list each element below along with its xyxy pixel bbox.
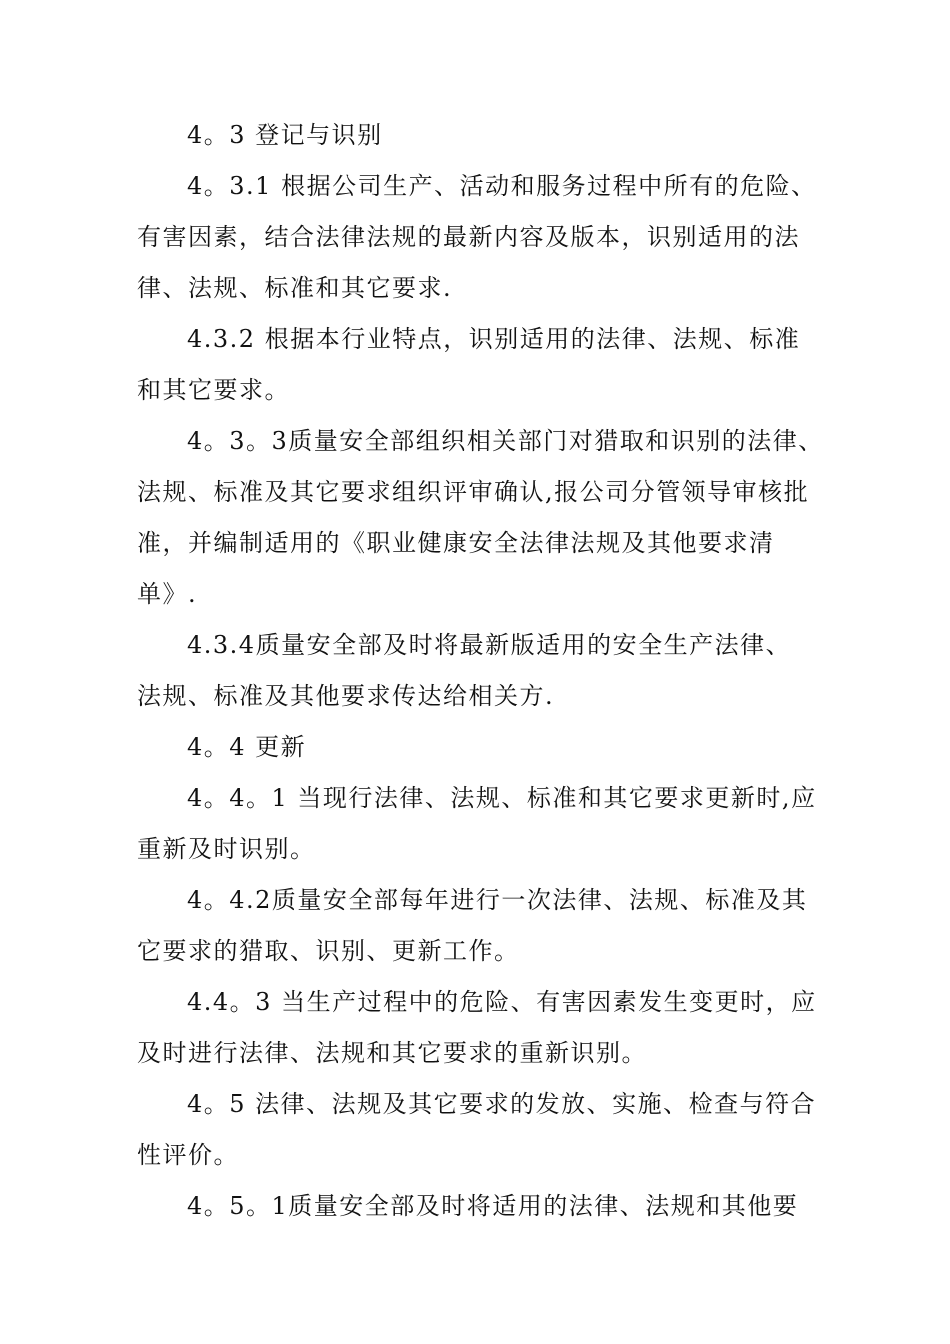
paragraph-line: 有害因素，结合法律法规的最新内容及版本，识别适用的法: [137, 223, 800, 251]
paragraph-line: 法规、标准及其它要求组织评审确认,报公司分管领导审核批: [137, 478, 810, 506]
section-heading-4-4: 4。4 更新: [187, 733, 307, 761]
document-body: [137, 110, 824, 1232]
section-heading-4-3: 4。3 登记与识别: [187, 121, 383, 149]
paragraph-line: 4。3。3质量安全部组织相关部门对猎取和识别的法律、: [187, 427, 824, 455]
paragraph-line: 它要求的猎取、识别、更新工作。: [137, 937, 520, 965]
section-heading-4-5: 4。5 法律、法规及其它要求的发放、实施、检查与符合: [187, 1090, 817, 1118]
paragraph-line: 律、法规、标准和其它要求.: [137, 274, 453, 302]
paragraph-line: 单》.: [137, 580, 198, 608]
paragraph-line: 4。4。1 当现行法律、法规、标准和其它要求更新时,应: [187, 784, 817, 812]
paragraph-line: 4.4。3 当生产过程中的危险、有害因素发生变更时，应: [187, 988, 817, 1016]
paragraph-line: 4。5。1质量安全部及时将适用的法律、法规和其他要: [187, 1192, 799, 1220]
paragraph-line: 和其它要求。: [137, 376, 290, 404]
paragraph-line: 法规、标准及其他要求传达给相关方.: [137, 682, 555, 710]
paragraph-line: 及时进行法律、法规和其它要求的重新识别。: [137, 1039, 647, 1067]
paragraph-line: 4.3.4质量安全部及时将最新版适用的安全生产法律、: [187, 631, 792, 659]
paragraph-line: 4。3.1 根据公司生产、活动和服务过程中所有的危险、: [187, 172, 817, 200]
paragraph-line: 4.3.2 根据本行业特点，识别适用的法律、法规、标准: [187, 325, 801, 353]
paragraph-line: 准，并编制适用的《职业健康安全法律法规及其他要求清: [137, 529, 775, 557]
paragraph-line: 性评价。: [137, 1141, 239, 1169]
paragraph-line: 4。4.2质量安全部每年进行一次法律、法规、标准及其: [187, 886, 808, 914]
paragraph-line: 重新及时识别。: [137, 835, 316, 863]
